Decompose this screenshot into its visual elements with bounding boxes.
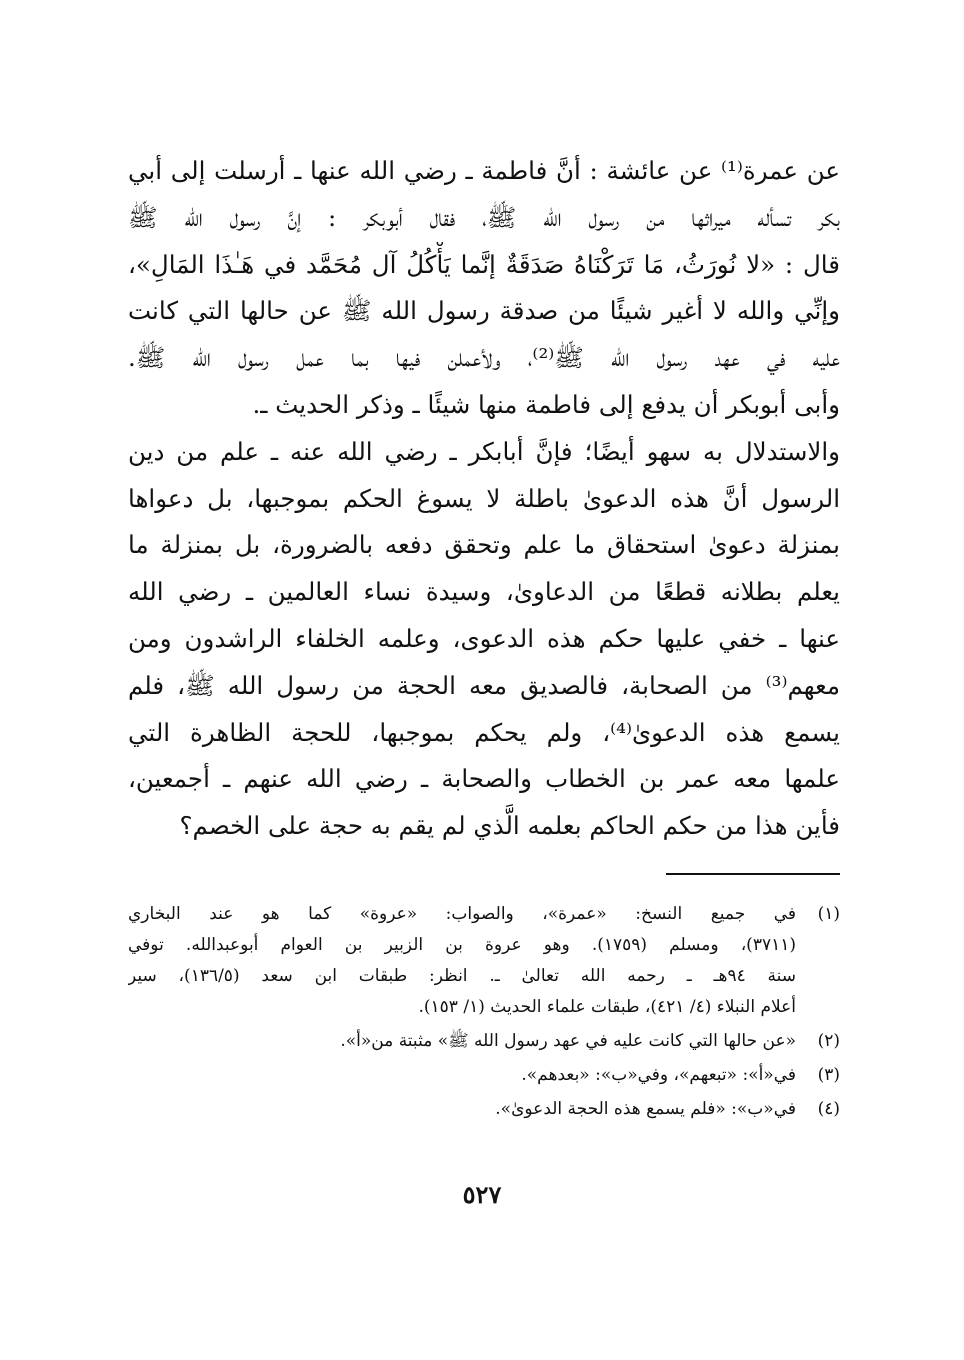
- footnote-line: في«ب»: «فلم يسمع هذه الحجة الدعوىٰ».: [495, 1099, 796, 1119]
- text-line: والاستدلال به سهو أيضًا؛ فإنَّ أبابكر ـ رضي الله عنه ـ علم من دين: [128, 436, 840, 466]
- footnote-number: (٣): [817, 1065, 840, 1085]
- footnote-1: [128, 899, 840, 1023]
- text-line: قال : «لا نُورَثُ، مَا تَرَكْنَاهُ صَدَقَةٌ إنَّما يَأْكُلُ آل مُحَمَّد في هَـٰذَا المَالِ»،: [128, 249, 840, 279]
- footnote-line: في«أ»: «تبعهم»، وفي«ب»: «بعدهم».: [521, 1065, 796, 1085]
- footnote-4: [128, 1094, 840, 1125]
- page-number: ٥٢٧: [462, 1180, 502, 1209]
- text-line: يعلم بطلانه قطعًا من الدعاوىٰ، وسيدة نساء العالمين ـ رضي الله: [128, 577, 840, 607]
- text-line: يسمع هذه الدعوىٰ⁽⁴⁾، ولم يحكم بموجبها، للحجة الظاهرة التي: [128, 717, 840, 747]
- text-line: وإنِّي والله لا أغير شيئًا من صدقة رسول الله ﷺ عن حالها التي كانت: [128, 296, 840, 326]
- footnote-number: (٢): [817, 1031, 840, 1051]
- footnote-line: في جميع النسخ: «عمرة»، والصواب: «عروة» كما هو عند البخاري: [128, 904, 796, 924]
- text-line: علمها معه عمر بن الخطاب والصحابة ـ رضي الله عنهم ـ أجمعين،: [128, 764, 840, 794]
- footnote-line: سنة ٩٤هـ ـ رحمه الله تعالىٰ ـ. انظر: طبقات ابن سعد (١٣٦/٥)، سير: [128, 966, 796, 986]
- text-line: الرسول أنَّ هذه الدعوىٰ باطلة لا يسوغ الحكم بموجبها، بل دعواها: [128, 483, 840, 513]
- text-line: عنها ـ خفي عليها حكم هذه الدعوى، وعلمه الخلفاء الراشدون ومن: [128, 623, 840, 653]
- text-line: بمنزلة دعوىٰ استحقاق ما علم وتحقق دفعه بالضرورة، بل بمنزلة ما: [128, 530, 840, 560]
- footnote-number: (١): [817, 904, 840, 924]
- text-line: عن عمرة⁽¹⁾ عن عائشة : أنَّ فاطمة ـ رضي الله عنها ـ أرسلت إلى أبي: [128, 156, 840, 185]
- footnote-separator: [666, 873, 840, 875]
- footnote-line: «عن حالها التي كانت عليه في عهد رسول الله ﷺ» مثبتة من«أ».: [340, 1031, 796, 1051]
- footnotes-block: [128, 899, 840, 1128]
- text-line: فأين هذا من حكم الحاكم بعلمه الَّذي لم يقم به حجة على الخصم؟: [179, 811, 840, 841]
- footnote-2: [128, 1026, 840, 1057]
- text-line: معهم⁽³⁾ من الصحابة، فالصديق معه الحجة من رسول الله ﷺ، فلم: [128, 670, 840, 700]
- footnote-line: أعلام النبلاء (٤/ ٤٢١)، طبقات علماء الحديث (١/ ١٥٣).: [418, 997, 796, 1017]
- main-text-block: [128, 148, 840, 850]
- text-line: عليه في عهد رسول الله ﷺ⁽²⁾، ولأعملن فيها بما عمل رسول الله ﷺ.: [128, 343, 840, 373]
- text-line: وأبى أبوبكر أن يدفع إلى فاطمة منها شيئًا ـ وذكر الحديث ـ.: [252, 389, 840, 419]
- text-line: بكر تسأله ميراثها من رسول الله ﷺ، فقال أبوبكر : إنَّ رسول الله ﷺ: [128, 202, 840, 232]
- footnote-number: (٤): [817, 1099, 840, 1119]
- footnote-line: (٣٧١١)، ومسلم (١٧٥٩). وهو عروة بن الزبير بن العوام أبوعبدالله. توفي: [128, 935, 796, 955]
- footnote-3: [128, 1060, 840, 1091]
